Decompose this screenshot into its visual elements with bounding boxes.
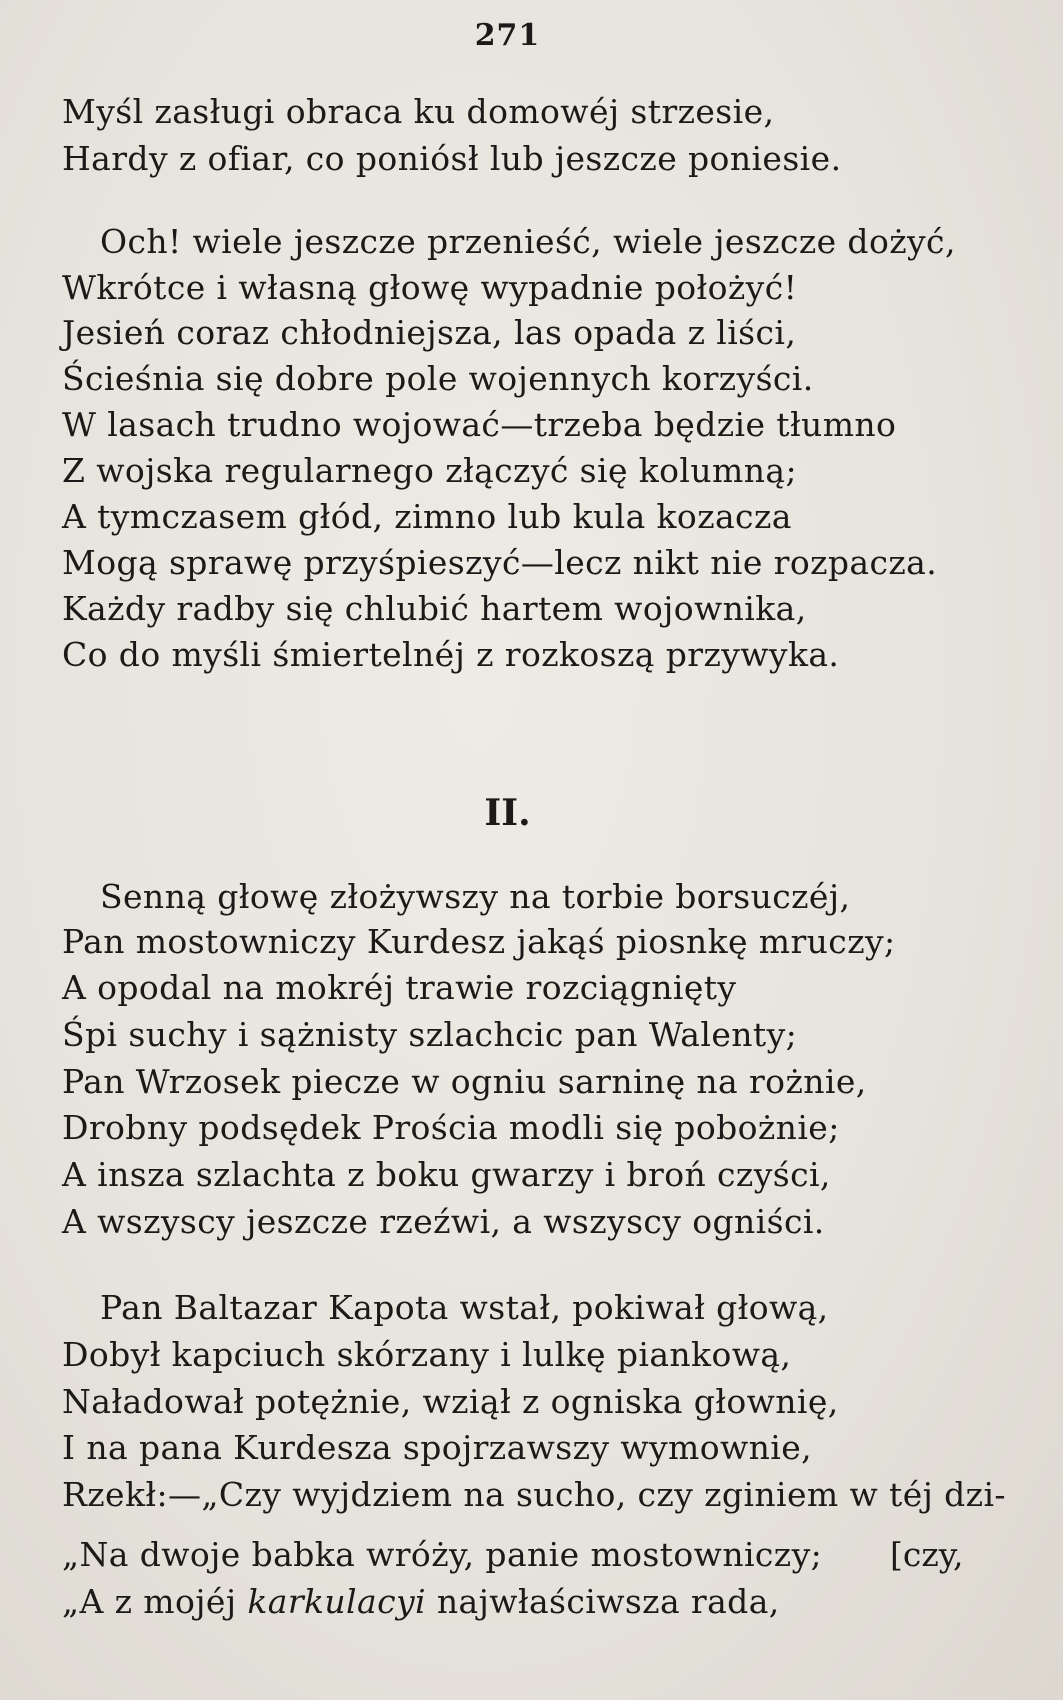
verse-line: Z wojska regularnego złączyć się kolumną;	[62, 451, 797, 490]
verse-line: A insza szlachta z boku gwarzy i broń czyści,	[62, 1155, 831, 1194]
last-line-italic: karkulacyi	[247, 1582, 426, 1621]
verse-line: Wkrótce i własną głowę wypadnie położyć!	[62, 268, 798, 307]
verse-line: A opodal na mokréj trawie rozciągnięty	[62, 968, 737, 1007]
verse-line: Ścieśnia się dobre pole wojennych korzyści.	[62, 359, 814, 398]
verse-line: Hardy z ofiar, co poniósł lub jeszcze poniesie.	[62, 139, 842, 178]
verse-line: Co do myśli śmiertelnéj z rozkoszą przywyka.	[62, 635, 840, 674]
verse-line: Każdy radby się chlubić hartem wojownika,	[62, 589, 807, 628]
bracket-continuation: [czy,	[890, 1535, 964, 1574]
verse-line: Naładował potężnie, wziął z ogniska głownię,	[62, 1382, 839, 1421]
verse-line: Dobył kapciuch skórzany i lulkę piankową,	[62, 1335, 792, 1374]
last-line-prefix: „A z mojéj	[62, 1582, 237, 1621]
verse-line: Jesień coraz chłodniejsza, las opada z liści,	[62, 313, 797, 352]
verse-line: Pan Baltazar Kapota wstał, pokiwał głową,	[100, 1288, 829, 1327]
verse-line: „Na dwoje babka wróży, panie mostowniczy;	[62, 1535, 823, 1574]
verse-line: Senną głowę złożywszy na torbie borsuczéj,	[100, 877, 851, 916]
verse-line: A tymczasem głód, zimno lub kula kozacza	[62, 497, 792, 536]
verse-line-last	[62, 1582, 780, 1622]
verse-line: Pan Wrzosek piecze w ogniu sarninę na rożnie,	[62, 1062, 867, 1101]
verse-line: A wszyscy jeszcze rzeźwi, a wszyscy ogniści.	[62, 1202, 825, 1241]
verse-line: Mogą sprawę przyśpieszyć—lecz nikt nie rozpacza.	[62, 543, 938, 582]
last-line-suffix: najwłaściwsza rada,	[436, 1582, 780, 1621]
verse-line: Och! wiele jeszcze przenieść, wiele jeszcze dożyć,	[100, 222, 956, 261]
verse-line: Rzekł:—„Czy wyjdziem na sucho, czy zginiem w téj dzi-	[62, 1475, 1006, 1514]
verse-line: Śpi suchy i sążnisty szlachcic pan Walenty;	[62, 1015, 798, 1054]
page-number: 271	[474, 18, 541, 53]
verse-line: I na pana Kurdesza spojrzawszy wymownie,	[62, 1428, 813, 1467]
section-heading: II.	[484, 792, 531, 834]
verse-line: Drobny podsędek Prościa modli się pobożnie;	[62, 1108, 840, 1147]
verse-line: Myśl zasługi obraca ku domowéj strzesie,	[62, 92, 775, 131]
verse-line: W lasach trudno wojować—trzeba będzie tłumno	[62, 405, 897, 444]
verse-line: Pan mostowniczy Kurdesz jakąś piosnkę mruczy;	[62, 922, 896, 961]
